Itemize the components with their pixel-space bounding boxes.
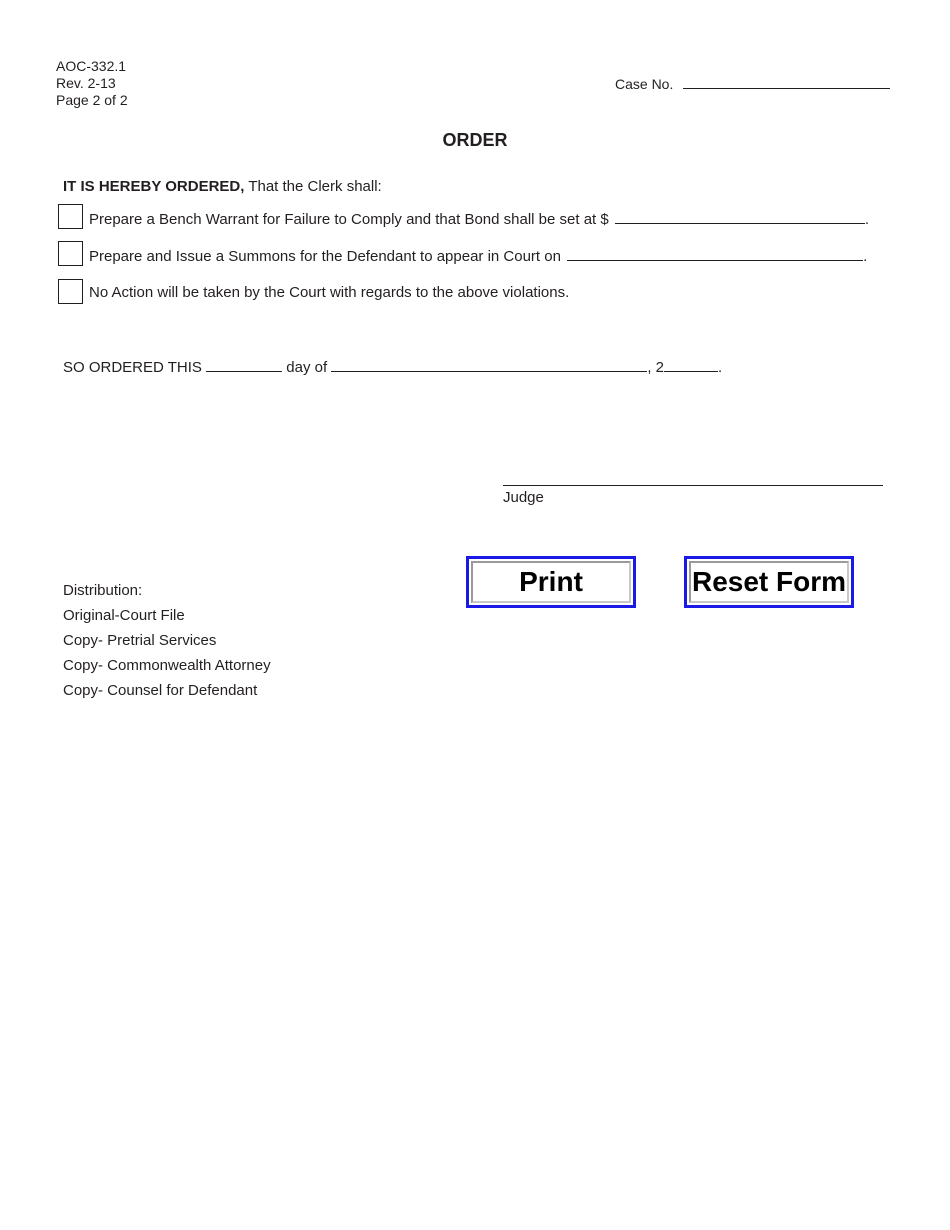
so-ordered-line — [63, 358, 722, 377]
revision-label: Rev. 2-13 — [56, 75, 116, 91]
day-of-label: day of — [286, 359, 328, 376]
reset-form-button[interactable] — [684, 556, 854, 608]
bench-warrant-period: . — [864, 211, 870, 228]
day-field[interactable] — [206, 358, 282, 372]
print-button-label: Print — [471, 561, 631, 603]
distribution-item: Copy- Pretrial Services — [63, 632, 217, 649]
reset-form-button-label: Reset Form — [689, 561, 849, 603]
bond-amount-field[interactable] — [615, 210, 865, 224]
distribution-title: Distribution: — [63, 582, 143, 599]
month-field[interactable] — [331, 358, 647, 372]
summons-label: Prepare and Issue a Summons for the Defendant to appear in Court on — [89, 248, 561, 265]
order-intro — [63, 178, 382, 196]
summons-period: . — [863, 248, 868, 265]
bench-warrant-checkbox[interactable] — [58, 204, 83, 229]
order-intro-bold: IT IS HEREBY ORDERED, — [63, 178, 245, 195]
summons-checkbox[interactable] — [58, 241, 83, 266]
order-intro-text: That the Clerk shall: — [244, 178, 382, 195]
form-number: AOC-332.1 — [56, 58, 127, 74]
distribution-item: Copy- Commonwealth Attorney — [63, 657, 271, 674]
judge-signature-line[interactable] — [503, 485, 883, 486]
no-action-checkbox[interactable] — [58, 279, 83, 304]
so-ordered-period: . — [718, 359, 723, 376]
bench-warrant-label: Prepare a Bench Warrant for Failure to Comply and that Bond shall be set at $ — [89, 211, 609, 228]
no-action-label: No Action will be taken by the Court with regards to the above violations. — [89, 284, 570, 301]
page-label: Page 2 of 2 — [56, 92, 128, 108]
case-number-line — [615, 75, 890, 93]
year-prefix: , 2 — [647, 359, 664, 376]
judge-label: Judge — [503, 489, 544, 506]
distribution-item: Original-Court File — [63, 607, 185, 624]
bench-warrant-option — [89, 210, 869, 229]
summons-option — [89, 247, 867, 266]
case-number-field[interactable] — [683, 75, 890, 89]
case-number-label: Case No. — [615, 76, 674, 92]
year-field[interactable] — [664, 358, 718, 372]
distribution-item: Copy- Counsel for Defendant — [63, 682, 258, 699]
page-title: ORDER — [442, 130, 508, 150]
court-date-field[interactable] — [567, 247, 863, 261]
so-ordered-prefix: SO ORDERED THIS — [63, 359, 202, 376]
print-button[interactable] — [466, 556, 636, 608]
